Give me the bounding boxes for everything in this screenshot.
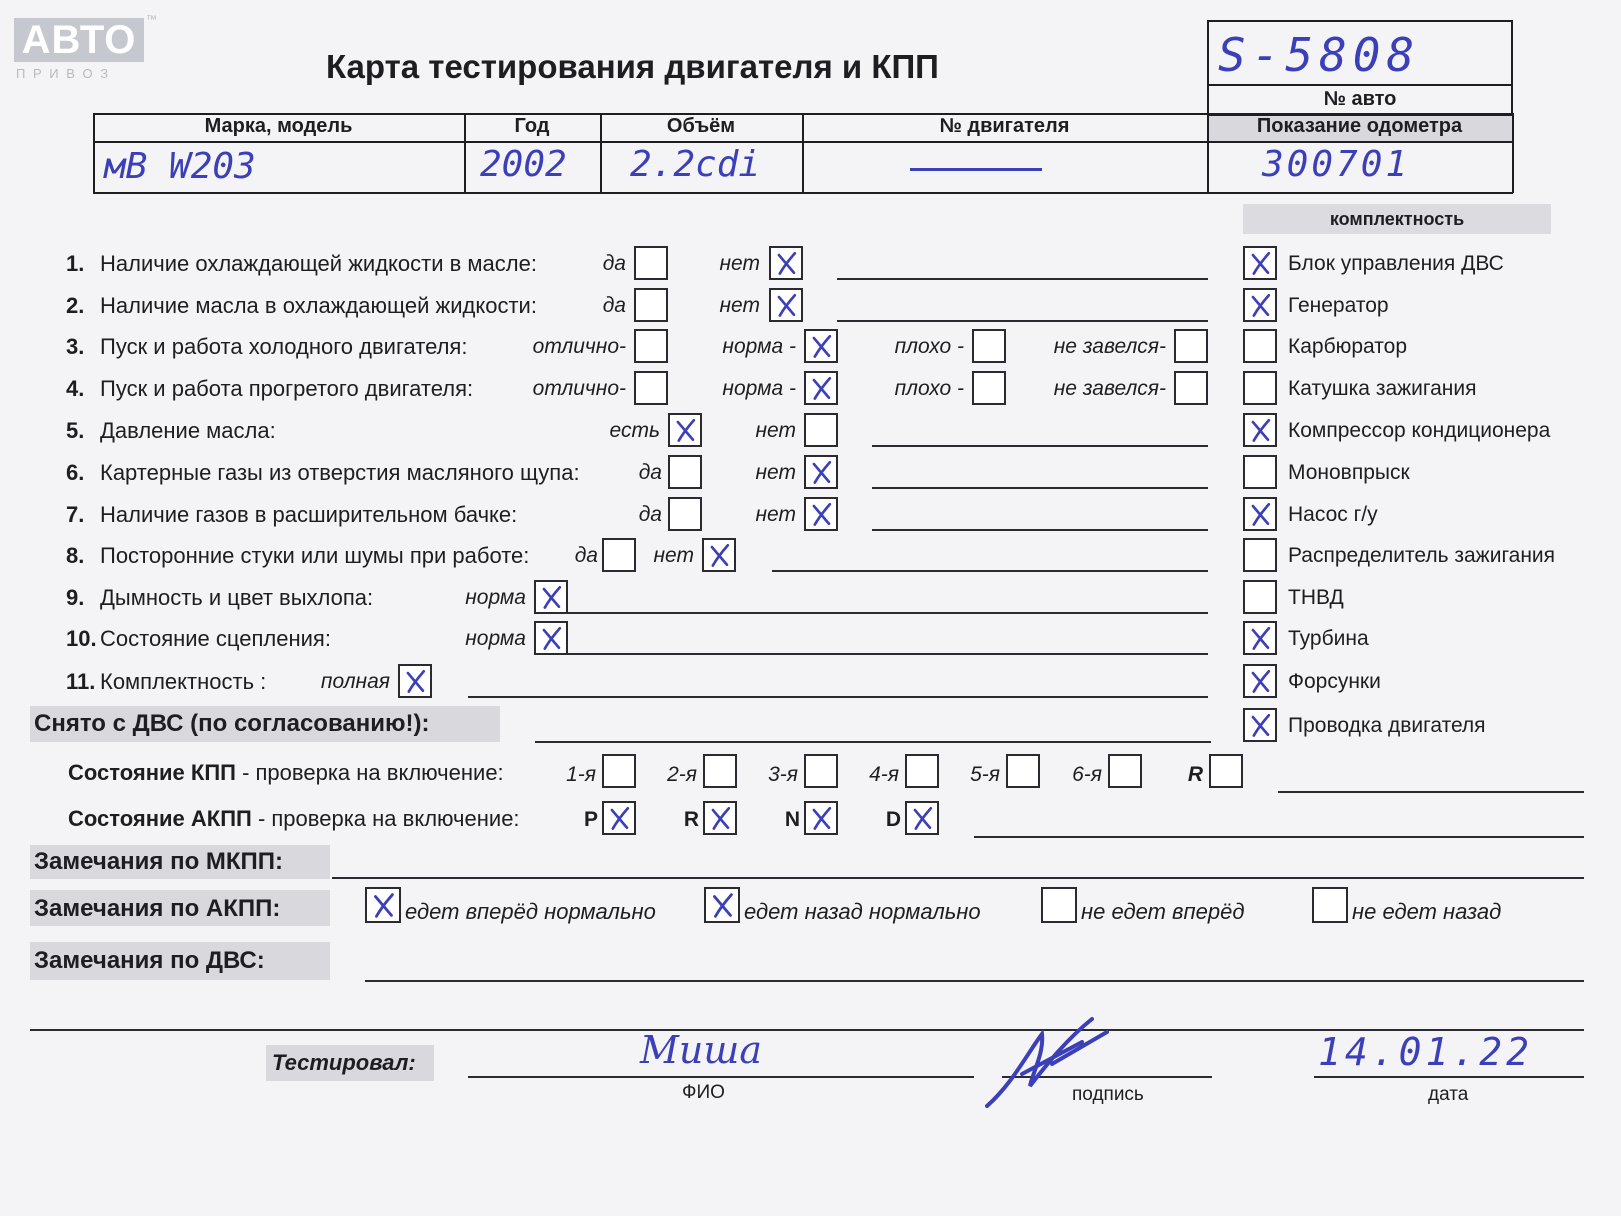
akpp-remark-checkbox[interactable] xyxy=(365,887,401,923)
option-label: не завелся- xyxy=(1053,377,1166,400)
kpp-label-bold: Состояние КПП xyxy=(68,760,236,785)
question-number: 8. xyxy=(66,543,85,568)
logo-sub: П Р И В О З xyxy=(16,66,111,81)
question-text: Дымность и цвет выхлопа: xyxy=(100,585,374,610)
option-label: да xyxy=(638,503,662,526)
page-title: Карта тестирования двигателя и КПП xyxy=(326,48,939,85)
volume-value: 2.2cdi xyxy=(630,144,761,185)
mode-label: D xyxy=(885,808,901,831)
completeness-label: Турбина xyxy=(1288,627,1369,650)
dvs-remarks-line xyxy=(365,980,1584,982)
mode-checkbox[interactable] xyxy=(905,801,939,835)
check-mark-icon xyxy=(1245,666,1275,696)
tested-label: Тестировал: xyxy=(272,1050,416,1075)
option-checkbox[interactable] xyxy=(804,497,838,531)
akpp-remark-checkbox[interactable] xyxy=(1041,887,1077,923)
question-text: Наличие масла в охлаждающей жидкости: xyxy=(100,293,537,318)
kpp-label xyxy=(68,760,504,786)
question-text: Комплектность : xyxy=(100,669,267,694)
completeness-label: Распределитель зажигания xyxy=(1288,544,1556,567)
answer-line xyxy=(568,653,1208,655)
logo-text: АВТО xyxy=(14,18,144,62)
option-label: не завелся- xyxy=(1053,335,1166,358)
question-text: Картерные газы из отверстия масляного щупа: xyxy=(100,460,580,485)
option-checkbox[interactable] xyxy=(634,246,668,280)
engine-number-dash xyxy=(910,168,1042,171)
question-number: 9. xyxy=(66,585,85,610)
completeness-checkbox[interactable] xyxy=(1243,621,1277,655)
option-checkbox[interactable] xyxy=(972,329,1006,363)
option-label: нет xyxy=(719,294,760,317)
check-mark-icon xyxy=(604,803,634,833)
check-mark-icon xyxy=(704,540,734,570)
question-number: 7. xyxy=(66,502,85,527)
check-mark-icon xyxy=(806,373,836,403)
option-label: да xyxy=(574,544,598,567)
akpp-label-bold: Состояние АКПП xyxy=(68,806,252,831)
gear-label: 3-я xyxy=(768,763,798,786)
completeness-label: Генератор xyxy=(1288,294,1389,317)
option-label: плохо - xyxy=(894,377,964,400)
akpp-remark-label: едет вперёд нормально xyxy=(405,899,656,924)
completeness-checkbox[interactable] xyxy=(1243,580,1277,614)
option-label: норма - xyxy=(722,377,796,400)
check-mark-icon xyxy=(806,331,836,361)
gear-label: 6-я xyxy=(1072,763,1102,786)
check-mark-icon xyxy=(1245,623,1275,653)
check-mark-icon xyxy=(1245,499,1275,529)
question-text: Наличие охлаждающей жидкости в масле: xyxy=(100,251,537,276)
check-mark-icon xyxy=(1245,248,1275,278)
check-mark-icon xyxy=(1245,415,1275,445)
completeness-label: Блок управления ДВС xyxy=(1288,252,1504,275)
check-mark-icon xyxy=(806,803,836,833)
answer-line xyxy=(872,445,1208,447)
check-mark-icon xyxy=(806,457,836,487)
check-mark-icon xyxy=(1245,290,1275,320)
check-mark-icon xyxy=(907,803,937,833)
option-label: да xyxy=(602,294,626,317)
option-label: норма - xyxy=(722,335,796,358)
option-checkbox[interactable] xyxy=(804,455,838,489)
brand-label: Марка, модель xyxy=(204,115,353,137)
check-mark-icon xyxy=(367,889,399,921)
mode-checkbox[interactable] xyxy=(804,801,838,835)
completeness-title: комплектность xyxy=(1329,209,1465,229)
check-mark-icon xyxy=(536,582,566,612)
volume-label: Объём xyxy=(666,115,736,137)
mkpp-remarks-label: Замечания по МКПП: xyxy=(34,848,284,875)
gear-label: 2-я xyxy=(667,763,697,786)
auto-number-value: S-5808 xyxy=(1218,28,1421,82)
answer-line xyxy=(837,320,1208,322)
mode-label: N xyxy=(784,808,800,831)
completeness-checkbox[interactable] xyxy=(1243,329,1277,363)
option-checkbox[interactable] xyxy=(634,288,668,322)
signature-label: подпись xyxy=(1072,1084,1144,1105)
gear-checkbox[interactable] xyxy=(905,754,939,788)
check-mark-icon xyxy=(806,499,836,529)
answer-line xyxy=(837,278,1208,280)
gear-checkbox[interactable] xyxy=(1108,754,1142,788)
question-text: Посторонние стуки или шумы при работе: xyxy=(100,543,530,568)
question-number: 6. xyxy=(66,460,85,485)
akpp-remark-label: не едет назад xyxy=(1352,899,1502,924)
akpp-label xyxy=(68,806,520,832)
akpp-remark-checkbox[interactable] xyxy=(704,887,740,923)
option-label: нет xyxy=(755,419,796,442)
option-checkbox[interactable] xyxy=(972,371,1006,405)
option-checkbox[interactable] xyxy=(634,329,668,363)
dvs-remarks-label: Замечания по ДВС: xyxy=(34,947,265,974)
question-number: 4. xyxy=(66,376,85,401)
mkpp-remarks-line xyxy=(332,877,1584,879)
year-label: Год xyxy=(514,115,550,137)
check-mark-icon xyxy=(670,415,700,445)
akpp-remarks-label: Замечания по АКПП: xyxy=(34,895,281,922)
fio-line xyxy=(468,1076,974,1078)
completeness-checkbox[interactable] xyxy=(1243,455,1277,489)
auto-number-divider xyxy=(1207,84,1513,86)
option-checkbox[interactable] xyxy=(634,371,668,405)
question-number: 2. xyxy=(66,293,85,318)
option-checkbox[interactable] xyxy=(534,621,568,655)
auto-number-label: № авто xyxy=(1323,88,1397,110)
option-label: полная xyxy=(320,670,390,693)
odometer-value: 300701 xyxy=(1262,144,1411,185)
gear-label: R xyxy=(1187,763,1203,786)
mode-checkbox[interactable] xyxy=(703,801,737,835)
gear-checkbox[interactable] xyxy=(602,754,636,788)
option-checkbox[interactable] xyxy=(1174,329,1208,363)
gear-label: 5-я xyxy=(970,763,1000,786)
completeness-label: Катушка зажигания xyxy=(1288,377,1477,400)
completeness-checkbox[interactable] xyxy=(1243,288,1277,322)
question-number: 11. xyxy=(66,669,96,694)
mode-label: P xyxy=(583,808,598,831)
option-label: норма xyxy=(465,627,526,650)
option-label: нет xyxy=(653,544,694,567)
engine-number-label: № двигателя xyxy=(939,115,1070,137)
gear-checkbox[interactable] xyxy=(804,754,838,788)
completeness-checkbox[interactable] xyxy=(1243,708,1277,742)
check-mark-icon xyxy=(536,623,566,653)
option-checkbox[interactable] xyxy=(668,497,702,531)
akpp-remark-checkbox[interactable] xyxy=(1312,887,1348,923)
check-mark-icon xyxy=(705,803,735,833)
check-mark-icon xyxy=(706,889,738,921)
check-mark-icon xyxy=(771,290,801,320)
option-checkbox[interactable] xyxy=(804,329,838,363)
date-value: 14.01.22 xyxy=(1318,1030,1534,1074)
completeness-label: Проводка двигателя xyxy=(1288,714,1486,737)
question-number: 3. xyxy=(66,334,85,359)
option-label: отлично- xyxy=(532,335,626,358)
completeness-checkbox[interactable] xyxy=(1243,497,1277,531)
gear-checkbox[interactable] xyxy=(1006,754,1040,788)
option-checkbox[interactable] xyxy=(398,664,432,698)
logo-tm: ™ xyxy=(146,14,157,26)
gear-checkbox[interactable] xyxy=(703,754,737,788)
answer-line xyxy=(468,696,1208,698)
completeness-checkbox[interactable] xyxy=(1243,371,1277,405)
fio-value: Миша xyxy=(640,1028,763,1072)
option-label: отлично- xyxy=(532,377,626,400)
option-checkbox[interactable] xyxy=(602,538,636,572)
completeness-checkbox[interactable] xyxy=(1243,538,1277,572)
option-label: нет xyxy=(719,252,760,275)
gear-label: 1-я xyxy=(566,763,596,786)
completeness-label: Моновпрыск xyxy=(1288,461,1410,484)
question-text: Пуск и работа холодного двигателя: xyxy=(100,334,468,359)
odometer-label: Показание одометра xyxy=(1256,115,1463,137)
option-label: да xyxy=(638,461,662,484)
option-label: нет xyxy=(755,461,796,484)
option-checkbox[interactable] xyxy=(804,413,838,447)
completeness-label: Компрессор кондиционера xyxy=(1288,419,1551,442)
option-checkbox[interactable] xyxy=(534,580,568,614)
option-checkbox[interactable] xyxy=(769,288,803,322)
option-label: плохо - xyxy=(894,335,964,358)
removed-label: Снято с ДВС (по согласованию!): xyxy=(34,710,430,737)
option-label: нет xyxy=(755,503,796,526)
question-number: 10. xyxy=(66,626,97,651)
date-label: дата xyxy=(1428,1084,1469,1105)
question-text: Наличие газов в расширительном бачке: xyxy=(100,502,518,527)
akpp-remark-label: едет назад нормально xyxy=(744,899,981,924)
brand-value: мВ W203 xyxy=(104,146,256,187)
option-checkbox[interactable] xyxy=(804,371,838,405)
fio-label: ФИО xyxy=(682,1082,725,1103)
removed-line xyxy=(535,741,1211,743)
option-label: да xyxy=(602,252,626,275)
completeness-label: Насос г/у xyxy=(1288,503,1378,526)
header-vline-6 xyxy=(1512,113,1514,193)
option-checkbox[interactable] xyxy=(769,246,803,280)
kpp-label-rest: - проверка на включение: xyxy=(235,760,504,785)
gear-label: 4-я xyxy=(869,763,899,786)
completeness-checkbox[interactable] xyxy=(1243,664,1277,698)
akpp-remark-label: не едет вперёд xyxy=(1081,899,1245,924)
completeness-checkbox[interactable] xyxy=(1243,246,1277,280)
check-mark-icon xyxy=(1245,710,1275,740)
answer-line xyxy=(568,612,1208,614)
question-text: Давление масла: xyxy=(100,418,276,443)
completeness-checkbox[interactable] xyxy=(1243,413,1277,447)
option-label: норма xyxy=(465,586,526,609)
option-label: есть xyxy=(609,419,660,442)
akpp-label-rest: - проверка на включение: xyxy=(251,806,520,831)
mode-checkbox[interactable] xyxy=(602,801,636,835)
date-line xyxy=(1314,1076,1584,1078)
option-checkbox[interactable] xyxy=(668,455,702,489)
completeness-label: Карбюратор xyxy=(1288,335,1408,358)
completeness-label: ТНВД xyxy=(1288,586,1344,609)
question-number: 1. xyxy=(66,251,85,276)
answer-line xyxy=(772,570,1208,572)
question-number: 5. xyxy=(66,418,85,443)
option-checkbox[interactable] xyxy=(702,538,736,572)
check-mark-icon xyxy=(400,666,430,696)
year-value: 2002 xyxy=(480,144,567,185)
completeness-label: Форсунки xyxy=(1288,670,1381,693)
answer-line xyxy=(872,529,1208,531)
kpp-line xyxy=(1278,791,1584,793)
check-mark-icon xyxy=(771,248,801,278)
answer-line xyxy=(872,487,1208,489)
mode-label: R xyxy=(683,808,699,831)
question-text: Пуск и работа прогретого двигателя: xyxy=(100,376,474,401)
option-checkbox[interactable] xyxy=(668,413,702,447)
question-text: Состояние сцепления: xyxy=(100,626,331,651)
gear-checkbox[interactable] xyxy=(1209,754,1243,788)
option-checkbox[interactable] xyxy=(1174,371,1208,405)
akpp-line xyxy=(974,836,1584,838)
